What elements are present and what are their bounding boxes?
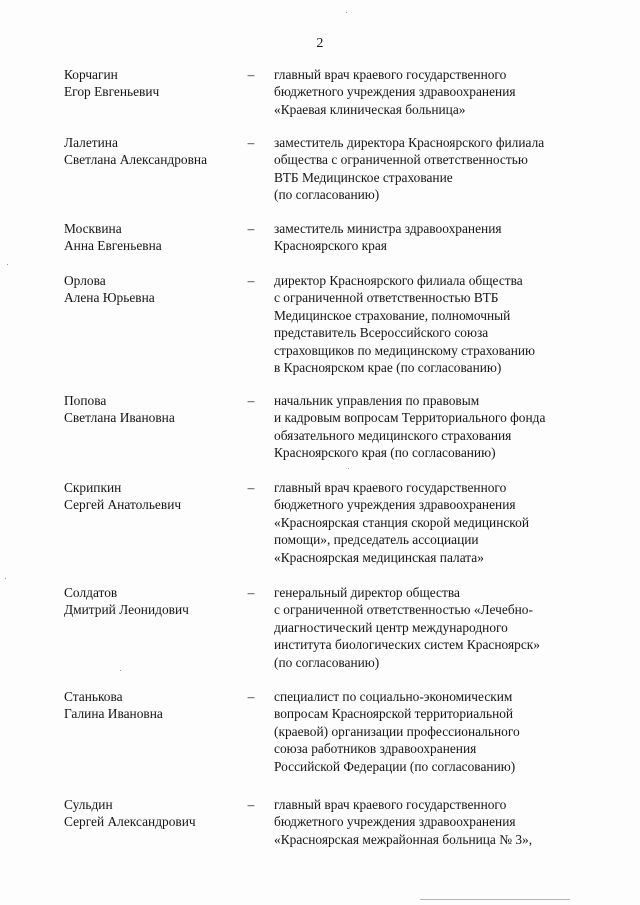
role-line: генеральный директор общества (274, 585, 460, 600)
role-line: заместитель министра здравоохранения (274, 221, 502, 236)
separator-dash: – (247, 135, 255, 150)
member-name (64, 392, 242, 427)
member-name (64, 479, 242, 514)
member-name (64, 796, 242, 831)
member-role (274, 66, 614, 118)
separator-dash: – (247, 797, 255, 812)
member-given-name: Анна Евгеньевна (64, 238, 162, 254)
member-role (274, 796, 614, 848)
role-line: заместитель директора Красноярского филиала (274, 135, 545, 150)
role-line: (краевой) организации профессионального (274, 723, 520, 739)
member-role (274, 392, 614, 462)
member-surname: Попова (64, 393, 107, 408)
role-line: диагностический центр международного (274, 619, 508, 635)
role-line: обязательного медицинского страхования (274, 427, 512, 443)
member-name (64, 688, 242, 723)
separator-dash: – (247, 393, 255, 408)
member-role (274, 272, 614, 376)
role-line: бюджетного учреждения здравоохранения (274, 497, 516, 513)
member-role (274, 688, 614, 775)
role-line: «Красноярская межрайонная больница № 3», (274, 831, 533, 847)
member-surname: Корчагин (64, 67, 118, 82)
page-number: 2 (316, 36, 324, 51)
scan-speck (120, 670, 121, 671)
member-surname: Орлова (64, 273, 106, 288)
separator-dash: – (247, 689, 255, 704)
role-line: «Красноярская станция скорой медицинской (274, 514, 529, 530)
member-role (274, 584, 614, 671)
separator-dash: – (247, 221, 255, 236)
scan-speck (7, 264, 8, 265)
role-line: и кадровым вопросам Территориального фонда (274, 410, 546, 426)
member-surname: Лалетина (64, 135, 118, 150)
role-line: института биологических систем Красноярск» (274, 637, 540, 653)
role-line: специалист по социально-экономическим (274, 689, 513, 704)
member-given-name: Егор Евгеньевич (64, 84, 160, 100)
member-given-name: Светлана Александровна (64, 152, 208, 168)
role-line: Красноярского края (274, 238, 387, 254)
role-line: главный врач краевого государственного (274, 67, 507, 82)
member-given-name: Дмитрий Леонидович (64, 602, 189, 618)
member-given-name: Сергей Александрович (64, 814, 196, 830)
separator-dash: – (247, 273, 255, 288)
scan-speck (5, 578, 6, 579)
role-line: «Красноярская медицинская палата» (274, 549, 484, 565)
member-given-name: Алена Юрьевна (64, 290, 155, 306)
role-line: главный врач краевого государственного (274, 797, 507, 812)
member-given-name: Галина Ивановна (64, 706, 163, 722)
role-line: ВТБ Медицинское страхование (274, 169, 453, 185)
bottom-scan-line (420, 899, 570, 900)
role-line: директор Красноярского филиала общества (274, 273, 523, 288)
separator-dash: – (247, 480, 255, 495)
member-surname: Солдатов (64, 585, 118, 600)
role-line: Красноярского края (по согласованию) (274, 445, 496, 461)
role-line: (по согласованию) (274, 187, 380, 203)
role-line: вопросам Красноярской территориальной (274, 706, 514, 722)
member-name (64, 134, 242, 169)
scan-speck (348, 468, 349, 469)
role-line: Российской Федерации (по согласованию) (274, 758, 516, 774)
member-name (64, 220, 242, 255)
role-line: помощи», председатель ассоциации (274, 532, 479, 548)
role-line: союза работников здравоохранения (274, 741, 477, 757)
member-surname: Сульдин (64, 797, 113, 812)
role-line: Медицинское страхование, полномочный (274, 307, 511, 323)
member-name (64, 66, 242, 101)
separator-dash: – (247, 67, 255, 82)
member-surname: Скрипкин (64, 480, 122, 495)
member-role (274, 220, 614, 255)
role-line: бюджетного учреждения здравоохранения (274, 84, 516, 100)
role-line: главный врач краевого государственного (274, 480, 507, 495)
member-surname: Москвина (64, 221, 122, 236)
role-line: бюджетного учреждения здравоохранения (274, 814, 516, 830)
member-surname: Станькова (64, 689, 123, 704)
role-line: с ограниченной ответственностью «Лечебно- (274, 602, 533, 618)
role-line: с ограниченной ответственностью ВТБ (274, 290, 499, 306)
member-role (274, 479, 614, 566)
role-line: (по согласованию) (274, 654, 380, 670)
member-given-name: Сергей Анатольевич (64, 497, 182, 513)
member-role (274, 134, 614, 204)
role-line: общества с ограниченной ответственностью (274, 152, 528, 168)
member-name (64, 272, 242, 307)
member-name (64, 584, 242, 619)
role-line: «Краевая клиническая больница» (274, 101, 466, 117)
scan-speck (346, 12, 347, 13)
separator-dash: – (247, 585, 255, 600)
role-line: начальник управления по правовым (274, 393, 480, 408)
role-line: страховщиков по медицинскому страхованию (274, 342, 536, 358)
role-line: представитель Всероссийского союза (274, 325, 489, 341)
role-line: в Красноярском крае (по согласованию) (274, 360, 502, 376)
member-given-name: Светлана Ивановна (64, 410, 175, 426)
